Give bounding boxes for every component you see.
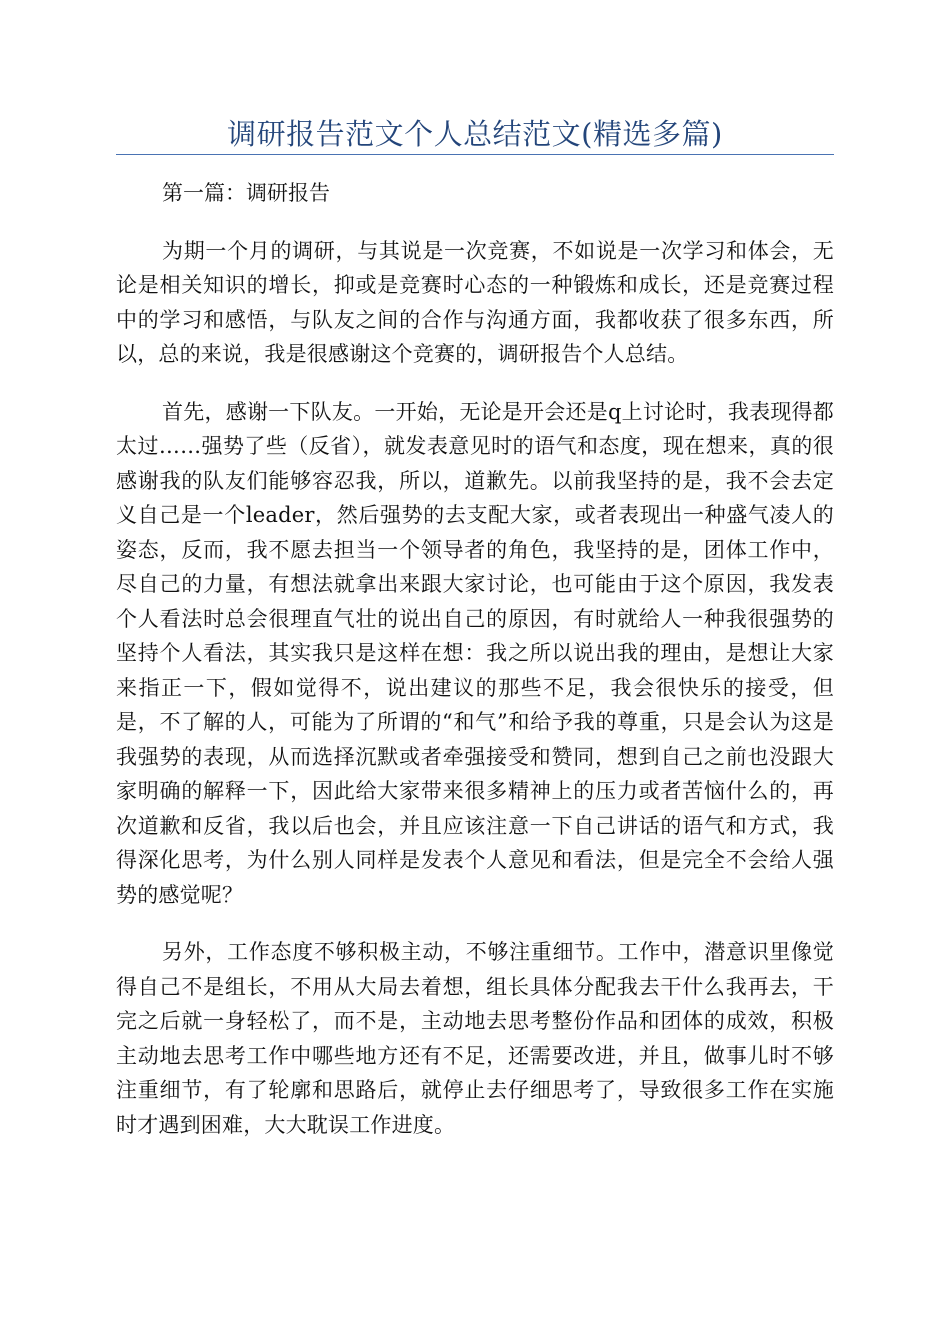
- paragraph-3: 另外，工作态度不够积极主动，不够注重细节。工作中，潜意识里像觉得自己不是组长，不用从大局去着想，组长具体分配我去干什么我再去，干完之后就一身轻松了，而不是，主动地去思考整份作品和团体的成效，积极主动地去思考工作中哪些地方还有不足，还需要改进，并且，做事儿时不够注重细节，有了轮廓和思路后，就停止去仔细思考了，导致很多工作在实施时才遇到困难，大大耽误工作进度。: [116, 940, 834, 1137]
- paragraph-2: 首先，感谢一下队友。一开始，无论是开会还是q上讨论时，我表现得都太过……强势了些（反省），就发表意见时的语气和态度，现在想来，真的很感谢我的队友们能够容忍我，所以，道歉先。以前我坚持的是，我不会去定义自己是一个leader，然后强势的去支配大家，或者表现出一种盛气凌人的姿态，反而，我不愿去担当一个领导者的角色，我坚持的是，团体工作中，尽自己的力量，有想法就拿出来跟大家讨论，也可能由于这个原因，我发表个人看法时总会很理直气壮的说出自己的原因，有时就给人一种我很强势的坚持个人看法，其实我只是这样在想：我之所以说出我的理由，是想让大家来指正一下，假如觉得不，说出建议的那些不足，我会很快乐的接受，但是，不了解的人，可能为了所谓的“和气”和给予我的尊重，只是会认为这是我强势的表现，从而选择沉默或者牵强接受和赞同，想到自己之前也没跟大家明确的解释一下，因此给大家带来很多精神上的压力或者苦恼什么的，再次道歉和反省，我以后也会，并且应该注意一下自己讲话的语气和方式，我得深化思考，为什么别人同样是发表个人意见和看法，但是完全不会给人强势的感觉呢？: [116, 399, 834, 907]
- document-body: [116, 176, 834, 1165]
- section-heading: 第一篇：调研报告: [162, 181, 330, 205]
- paragraph-1: 为期一个月的调研，与其说是一次竞赛，不如说是一次学习和体会，无论是相关知识的增长，抑或是竞赛时心态的一种锻炼和成长，还是竞赛过程中的学习和感悟，与队友之间的合作与沟通方面，我都收获了很多东西，所以，总的来说，我是很感谢这个竞赛的，调研报告个人总结。: [116, 238, 834, 366]
- title-underline: [116, 154, 834, 155]
- document-title: 调研报告范文个人总结范文(精选多篇): [227, 117, 723, 151]
